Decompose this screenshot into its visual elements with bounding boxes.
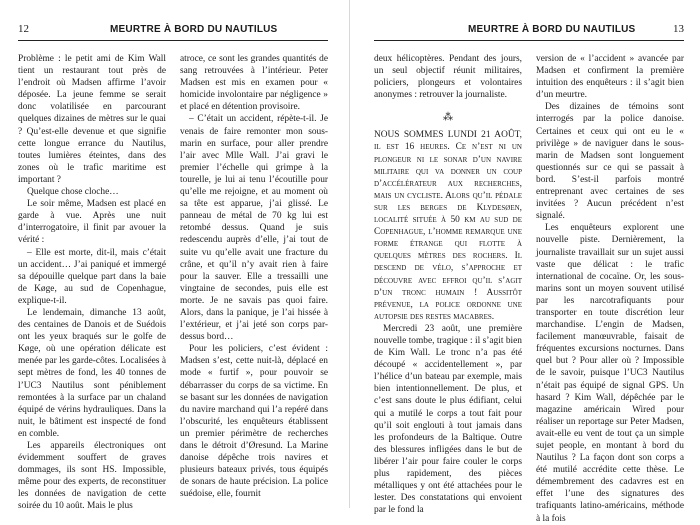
right-page-header [374,20,684,38]
right-column-1 [374,53,522,516]
paragraph: Le lendemain, dimanche 13 août, des centaines de Danois et de Suédois ont les yeux braqués sur le golfe de Køge, où une opération délicate est menée par les garde-côtes. Localisées à sept mètres de fond, les 40 tonnes de l’UC3 Nautilus sont péniblement remontées à la surface par un chaland équipé de vérins hydrauliques. Dans la nuit, le bâtiment est inspecté de fond en comble. [18,307,166,439]
paragraph: Des dizaines de témoins sont interrogés par la police danoise. Certaines et ceux qui ont eu le « privilège » de naviguer dans le sous-marin de Madsen sont longuement questionnés sur ce qui se passait à bord. S’est-il parfois montré entreprenant avec certaines de ses invitées ? Aucun précédent n’est signalé. [536,102,684,222]
left-page-header [18,20,328,38]
book-gutter [349,0,350,508]
running-title-left: MEURTRE À BORD DU NAUTILUS [110,24,278,35]
paragraph: Les appareils électroniques ont évidemment souffert de graves dommages, ils sont HS. Impossible, même pour des experts, de reconstituer les données de navigation de cette soirée du 10 août. Mais le plus [18,441,166,512]
paragraph: – C’était un accident, répète-t-il. Je venais de faire remonter mon sous-marin en surface, pour aller prendre l’air avec Mlle Wall. J’ai gravi le premier l’échelle qui grimpe à la tourelle, je lui ai tenu l’écoutille pour qu’elle me rejoigne, et au moment où sa tête est apparue, j’ai glissé. Le panneau de métal de 70 kg lui est retombé dessus. Quand je suis redescendu auprès d’elle, j’ai tout de suite vu qu’elle avait une fracture du crâne, et qu’il n’y avait rien à faire pour la sauver. Elle a tressailli une vingtaine de secondes, puis elle est morte. Je ne savais pas quoi faire. Alors, dans la panique, je l’ai hissée à l’extérieur, et j’ai jeté son corps par-dessus bord… [180,114,328,343]
paragraph: Les enquêteurs explorent une nouvelle piste. Dernièrement, la journaliste travaillait sur un sujet aussi vaste que délicat : le trafic international de cocaïne. Or, les sous-marins sont un moyen souvent utilisé par les narcotrafiquants pour transporter en toute discrétion leur marchandise. L’engin de Madsen, facilement manœuvrable, faisait de fréquentes excursions nocturnes. Dans quel but ? Pour aller où ? Impossible de le savoir, puisque l’UC3 Nautilus n’était pas équipé de signal GPS. Un hasard ? Kim Wall, dépêchée par le magazine américain Wired pour réaliser un reportage sur Peter Madsen, avait-elle eu vent de tout ça un simple sujet people, en montant à bord du Nautilus ? La façon dont son corps a été mutilé accrédite cette thèse. Le démembrement des cadavres est en effet l’une des signatures des trafiquants latino-américains, méthode à la fois [536,223,684,524]
paragraph: atroce, ce sont les grandes quantités de sang retrouvées à l’intérieur. Peter Madsen est mis en examen pour « homicide involontaire par négligence » et placé en détention provisoire. [180,54,328,113]
paragraph: Mercredi 23 août, une première nouvelle tombe, tragique : il s’agit bien de Kim Wall. Le tronc n’a pas été découpé « accidentellement », par l’hélice d’un bateau par exemple, mais bien intentionnellement. De plus, et c’est sans doute le plus édifiant, celui qui a mutilé le corps a tout fait pour qu’il soit englouti à tout jamais dans les profondeurs de la Baltique. Outre des blessures infligées dans le but de libérer l’air pour faire couler le corps plus rapidement, des pièces métalliques y ont été attachées pour le lester. Des constatations qui envoient par le fond la [374,323,522,516]
left-column-1 [18,53,166,513]
page-number-right: 13 [673,23,684,35]
paragraph: deux hélicoptères. Pendant des jours, un seul objectif réunit militaires, policiers, plongeurs et volontaires anonymes : retrouver la journaliste. [374,54,522,101]
paragraph: Quelque chose cloche… [27,187,119,198]
paragraph: Problème : le petit ami de Kim Wall tient un restaurant tout près de l’endroit où Madsen affirme l’avoir déposée. La jeune femme se serait donc volatilisée en parcourant quelques dizaines de mètres sur le quai ? Qu’est-elle devenue et que signifie cette longue errance du Nautilus, toutes lumières éteintes, dans des zones où le trafic maritime est important ? [18,54,166,185]
paragraph: – Elle est morte, dit-il, mais c’était un accident… J’ai paniqué et immergé sa dépouille quelque part dans la baie de Køge, au sud de Copenhague, explique-t-il. [18,247,166,306]
header-rule-left [18,40,328,41]
left-page [8,0,338,512]
section-separator-asterism: ⁂ [443,112,453,124]
paragraph: version de « l’accident » avancée par Madsen et confirment la première intuition des enquêteurs : il s’agit bien d’un meurtre. [536,54,684,101]
right-page [364,0,694,524]
running-title-right: MEURTRE À BORD DU NAUTILUS [468,24,636,35]
header-rule-right [374,40,684,41]
section-opening-paragraph: NOUS SOMMES LUNDI 21 AOÛT, il est 16 heures. Ce n’est ni un plongeur ni le sonar d’un navire militaire qui va donner un coup d’accélérateur aux recherches, mais un cycliste. Alors qu’il pédale sur les berges de Klydesøen, localité située à 50 km au sud de Copenhague, l’homme remarque une forme étrange qui flotte à quelques mètres des rochers. Il descend de vélo, s’approche et découvre avec effroi qu’il s’agit d’un tronc humain ! Aussitôt prévenue, la police ordonne une autopsie des restes macabres. [374,130,522,322]
page-number-left: 12 [18,23,29,35]
right-column-2 [536,53,684,525]
paragraph: Le soir même, Madsen est placé en garde à vue. Après une nuit d’interrogatoire, il finit par avouer la vérité : [18,199,166,246]
paragraph: Pour les policiers, c’est évident : Madsen s’est, cette nuit-là, déplacé en mode « furtif », pour pouvoir se débarrasser du corps de sa victime. En se basant sur les données de navigation du navire marchand qui l’a repéré dans l’obscurité, les enquêteurs établissent un premier périmètre de recherches dans le détroit d’Øresund. La Marine danoise dépêche trois navires et plusieurs bateaux privés, tous équipés de sonars de haute précision. La police suédoise, elle, fournit [180,344,328,500]
left-column-2 [180,53,328,500]
